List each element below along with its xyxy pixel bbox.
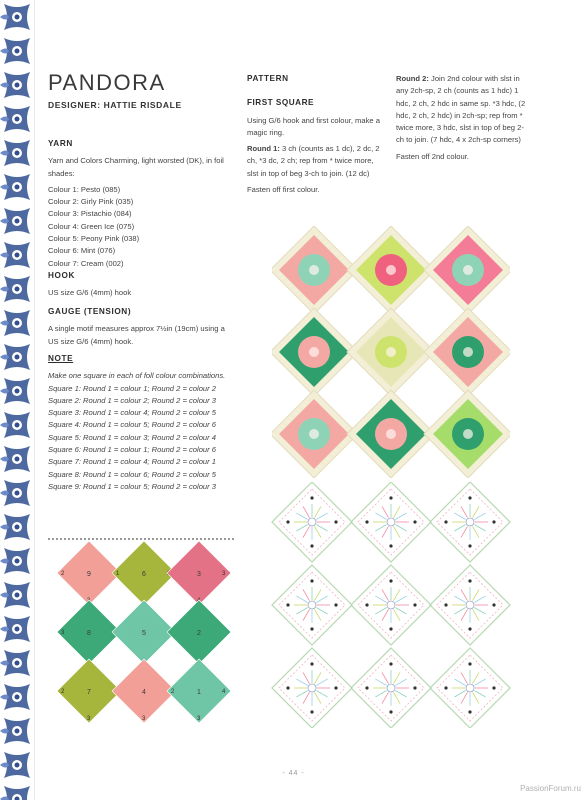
gauge-heading: GAUGE (TENSION)	[48, 307, 132, 316]
fasten-off-1: Fasten off first colour.	[247, 185, 320, 195]
chart-motif	[351, 565, 431, 645]
square-number: 7	[87, 689, 91, 696]
edge-label: 1	[116, 571, 120, 577]
crochet-motif	[424, 226, 510, 314]
edge-label: 3	[222, 571, 226, 577]
yarn-heading: YARN	[48, 139, 73, 148]
pattern-section-2	[396, 73, 531, 167]
diagram-square	[57, 659, 121, 723]
gauge-text: A single motif measures approx 7½in (19cm) using a US size G/6 (4mm) hook.	[48, 324, 225, 346]
fasten-off-2: Fasten off 2nd colour.	[396, 151, 469, 161]
tile-border-pattern	[0, 0, 34, 800]
square-number: 9	[87, 571, 91, 578]
crochet-motif	[347, 308, 435, 396]
diagram-square	[57, 600, 121, 664]
square-number: 1	[197, 689, 201, 696]
watermark: PassionForum.ru	[520, 784, 581, 793]
chart-motif	[351, 648, 431, 728]
border-tile	[0, 208, 30, 234]
border-tile	[0, 174, 30, 200]
note-line: Square 2: Round 1 = colour 2; Round 2 = colour 3	[48, 395, 217, 405]
border-tile	[0, 4, 30, 30]
note-intro: Make one square in each of foll colour combinations.	[48, 371, 226, 381]
crochet-stitch-chart	[270, 482, 512, 728]
border-tile	[0, 276, 30, 302]
gauge-section	[48, 306, 228, 348]
round-1-label: Round 1:	[247, 144, 280, 154]
note-line: Square 7: Round 1 = colour 4; Round 2 = colour 1	[48, 457, 217, 467]
border-tile	[0, 480, 30, 506]
border-tile	[0, 548, 30, 574]
colour-item: Colour 2: Girly Pink (035)	[48, 197, 134, 207]
round-2	[396, 73, 531, 147]
round-2-label: Round 2:	[396, 74, 429, 83]
border-tile	[0, 514, 30, 540]
border-tile	[0, 650, 30, 676]
border-tile	[0, 378, 30, 404]
note-line: Square 4: Round 1 = colour 5; Round 2 = colour 6	[48, 420, 217, 430]
note-line: Square 1: Round 1 = colour 1; Round 2 = colour 2	[48, 383, 217, 393]
edge-label: 2	[61, 571, 65, 577]
crochet-motif	[424, 390, 510, 478]
note-lines	[48, 383, 238, 494]
chart-motif	[430, 648, 510, 728]
border-tile	[0, 616, 30, 642]
diagram-square	[167, 600, 231, 664]
chart-motif	[430, 565, 510, 645]
border-tile	[0, 106, 30, 132]
border-tile	[0, 140, 30, 166]
diagram-square	[167, 541, 231, 605]
diagram-square	[167, 659, 231, 723]
border-tile	[0, 38, 30, 64]
border-tile	[0, 72, 30, 98]
colour-item: Colour 7: Cream (002)	[48, 258, 124, 268]
square-number: 8	[87, 630, 91, 637]
note-line: Square 3: Round 1 = colour 4; Round 2 = colour 5	[48, 408, 217, 418]
colour-item: Colour 3: Pistachio (084)	[48, 209, 132, 219]
diagram-square	[112, 541, 176, 605]
note-line: Square 6: Round 1 = colour 1; Round 2 = colour 6	[48, 445, 217, 455]
crochet-motif	[347, 226, 435, 314]
hook-heading: HOOK	[48, 271, 75, 280]
colour-list	[48, 184, 238, 270]
crochet-motif	[272, 226, 358, 314]
border-tile	[0, 718, 30, 744]
yarn-intro: Yarn and Colors Charming, light worsted (DK), in foil shades:	[48, 156, 224, 178]
square-number: 6	[142, 571, 146, 578]
diagram-square	[57, 541, 121, 605]
round-1-text: 3 ch (counts as 1 dc), 2 dc, 2 ch, *3 dc, 2 ch; rep from * twice more, slst in top of beg 3-ch to join. (12 dc)	[247, 144, 380, 178]
pattern-section	[247, 73, 385, 200]
edge-label: 3	[61, 630, 65, 636]
assembly-diagram	[44, 540, 244, 725]
round-1	[247, 143, 385, 180]
chart-motif	[272, 648, 352, 728]
note-line: Square 8: Round 1 = colour 6; Round 2 = colour 5	[48, 469, 217, 479]
square-number: 2	[197, 630, 201, 637]
border-tile	[0, 446, 30, 472]
crochet-motif	[424, 308, 510, 396]
border-tile	[0, 242, 30, 268]
note-heading: NOTE	[48, 354, 74, 363]
edge-label: 3	[142, 716, 146, 722]
chart-motif	[272, 482, 352, 562]
border-tile	[0, 786, 30, 800]
border-tile	[0, 310, 30, 336]
colour-item: Colour 5: Peony Pink (038)	[48, 234, 140, 244]
yarn-section	[48, 138, 238, 270]
page-number: - 44 -	[282, 770, 305, 777]
chart-motif	[272, 565, 352, 645]
colour-item: Colour 4: Green Ice (075)	[48, 221, 135, 231]
crochet-motif	[347, 390, 435, 478]
note-line: Square 9: Round 1 = colour 5; Round 2 = colour 3	[48, 481, 217, 491]
edge-label: 3	[197, 716, 201, 722]
border-tile	[0, 412, 30, 438]
border-tile	[0, 582, 30, 608]
note-line: Square 5: Round 1 = colour 3; Round 2 = colour 4	[48, 432, 217, 442]
diagram-square	[112, 600, 176, 664]
square-number: 4	[142, 689, 146, 696]
chart-motif	[430, 482, 510, 562]
edge-label: 2	[61, 689, 65, 695]
crochet-motif	[272, 308, 358, 396]
designer-credit: DESIGNER: HATTIE RISDALE	[48, 100, 182, 110]
round-2-text: Join 2nd colour with slst in any 2ch-sp, 2 ch (counts as 1 hdc) 1 hdc, 2 ch, 2 hdc in same sp. *3 hdc, (2 hdc, 2 ch, 2 hdc) in 2ch-sp; rep from * twice more, 3 hdc, slst in top of beg 2-ch to join. (7 hdc, 4 x 2ch-sp corners)	[396, 74, 526, 145]
border-tile	[0, 344, 30, 370]
crochet-photo	[272, 226, 510, 478]
edge-label: 3	[87, 716, 91, 722]
edge-label: 4	[222, 689, 226, 695]
chart-motif	[351, 482, 431, 562]
first-square-subheading: FIRST SQUARE	[247, 98, 314, 108]
page-title: PANDORA	[48, 70, 166, 95]
pattern-intro: Using G/6 hook and first colour, make a magic ring.	[247, 115, 380, 137]
diagram-square	[112, 659, 176, 723]
edge-label: 2	[171, 689, 175, 695]
colour-item: Colour 6: Mint (076)	[48, 246, 116, 256]
border-tile	[0, 684, 30, 710]
pattern-heading: PATTERN	[247, 74, 289, 83]
decorative-border	[0, 0, 35, 800]
square-number: 3	[197, 571, 201, 578]
note-section	[48, 353, 238, 493]
colour-item: Colour 1: Pesto (085)	[48, 184, 121, 194]
crochet-motif	[272, 390, 358, 478]
hook-text: US size G/6 (4mm) hook	[48, 288, 132, 298]
hook-section	[48, 270, 238, 300]
square-number: 5	[142, 630, 146, 637]
